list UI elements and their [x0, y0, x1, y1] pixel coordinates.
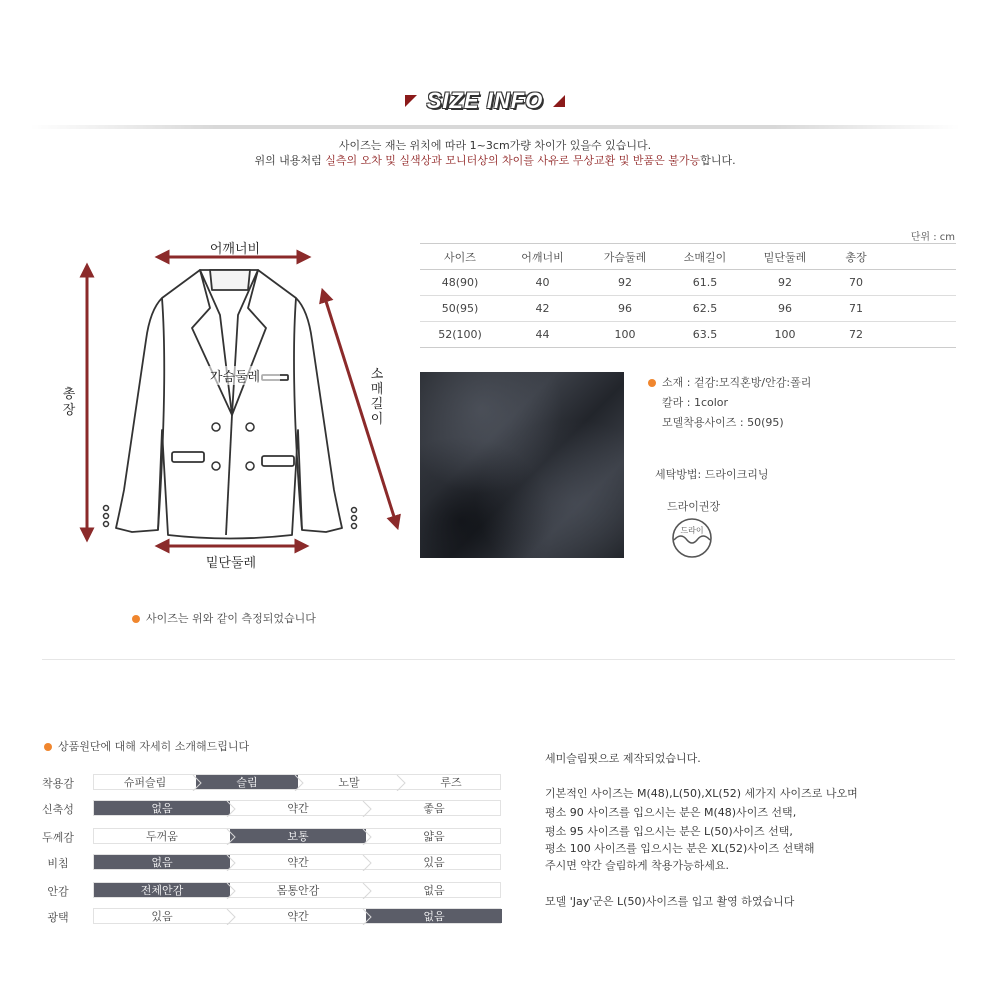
scale-option: 없음 — [151, 802, 173, 815]
bullet-icon — [648, 379, 656, 387]
notice-pre: 위의 내용처럼 — [254, 154, 326, 167]
attribute-label: 안감 — [47, 885, 69, 898]
sleeve-label-char: 길 — [370, 397, 384, 412]
table-cell: 96 — [585, 296, 665, 322]
material-text: 소재 : 겉감:모직혼방/안감:폴리 — [662, 376, 812, 389]
scale-option: 없음 — [151, 856, 173, 869]
left-pocket — [172, 452, 204, 462]
table-cell: 71 — [825, 296, 887, 322]
button-icon — [212, 462, 220, 470]
scale-option: 두꺼움 — [146, 830, 178, 843]
table-cell: 61.5 — [665, 270, 745, 296]
table-cell: 100 — [585, 322, 665, 348]
attribute-label: 두께감 — [42, 831, 74, 844]
attribute-scale — [93, 908, 501, 924]
length-label — [60, 387, 78, 419]
scale-option: 전체안감 — [140, 884, 184, 897]
jacket-diagram — [50, 230, 410, 580]
cuff-button-icon — [352, 524, 357, 529]
scale-option: 약간 — [287, 856, 309, 869]
table-cell: 62.5 — [665, 296, 745, 322]
table-cell: 96 — [745, 296, 825, 322]
table-row — [420, 270, 956, 296]
dry-clean-icon — [669, 518, 715, 558]
cuff-button-icon — [352, 508, 357, 513]
sleeve-label-char: 이 — [370, 412, 384, 427]
scale-option: 약간 — [287, 910, 309, 923]
scale-option: 슬림 — [236, 776, 258, 789]
notice-red: 실측의 오차 및 실색상과 모니터상의 차이를 사유로 무상교환 및 반품은 불가능 — [325, 154, 701, 167]
table-cell: 52(100) — [420, 322, 500, 348]
dry-icon-text: 드라이 — [680, 526, 704, 535]
cuff-button-icon — [104, 514, 109, 519]
notice-line-1: 사이즈는 재는 위치에 따라 1~3cm가량 차이가 있을수 있습니다. — [338, 139, 652, 152]
scale-option: 있음 — [423, 856, 445, 869]
shoulder-label: 어깨너비 — [209, 242, 261, 257]
table-cell: 40 — [500, 270, 585, 296]
table-row — [420, 296, 956, 322]
table-cell: 42 — [500, 296, 585, 322]
size-table — [420, 243, 956, 348]
button-icon — [212, 423, 220, 431]
attribute-label: 비침 — [47, 857, 69, 870]
length-label-char: 장 — [62, 403, 76, 418]
length-label-char: 총 — [62, 387, 76, 402]
table-cell: 72 — [825, 322, 887, 348]
header-divider — [30, 125, 960, 129]
table-row — [420, 322, 956, 348]
desc-line: 세미슬림핏으로 제작되었습니다. — [545, 752, 701, 765]
sleeve-label-char: 소 — [370, 367, 384, 382]
header-cell: 소매길이 — [665, 244, 745, 270]
header-cell: 총장 — [825, 244, 887, 270]
attribute-scale — [93, 800, 501, 816]
desc-line: 평소 90 사이즈를 입으시는 분은 M(48)사이즈 선택, — [545, 806, 797, 819]
sleeve-label-char: 매 — [370, 382, 384, 397]
table-cell: 50(95) — [420, 296, 500, 322]
attribute-scale — [93, 854, 501, 870]
scale-option: 보통 — [287, 830, 309, 843]
table-cell: 48(90) — [420, 270, 500, 296]
wash-method: 세탁방법: 드라이크리닝 — [655, 468, 769, 481]
desc-line: 평소 100 사이즈를 입으시는 분은 XL(52)사이즈 선택해 — [545, 842, 815, 855]
color-info: 칼라 : 1color — [662, 396, 729, 409]
table-cell-empty — [887, 296, 956, 322]
cuff-button-icon — [104, 522, 109, 527]
scale-option: 있음 — [151, 910, 173, 923]
fabric-swatch-image — [420, 372, 624, 558]
scale-option: 루즈 — [440, 776, 462, 789]
title-text: SIZE INFO — [426, 88, 544, 113]
sleeve-label — [368, 367, 386, 427]
dry-recommend-label: 드라이권장 — [667, 500, 721, 513]
material-info — [648, 374, 811, 390]
cuff-button-icon — [104, 506, 109, 511]
scale-option: 없음 — [423, 910, 445, 923]
scale-option: 약간 — [287, 802, 309, 815]
attribute-label: 광택 — [47, 911, 69, 924]
attribute-scale — [93, 882, 501, 898]
desc-line: 주시면 약간 슬림하게 착용가능하세요. — [545, 859, 730, 872]
size-info-title — [375, 88, 595, 114]
diagram-caption-text: 사이즈는 위와 같이 측정되었습니다 — [146, 612, 316, 625]
scale-option: 노말 — [338, 776, 360, 789]
table-cell: 92 — [745, 270, 825, 296]
table-cell-empty — [887, 322, 956, 348]
desc-line: 평소 95 사이즈를 입으시는 분은 L(50)사이즈 선택, — [545, 825, 793, 838]
header-cell: 가슴둘레 — [585, 244, 665, 270]
cuff-button-icon — [352, 516, 357, 521]
table-cell-empty — [887, 270, 956, 296]
scale-option: 몸통안감 — [276, 884, 320, 897]
button-icon — [246, 462, 254, 470]
scale-option: 없음 — [423, 884, 445, 897]
attribute-scale — [93, 774, 501, 790]
desc-line: 모델 'Jay'군은 L(50)사이즈를 입고 촬영 하였습니다 — [545, 895, 795, 908]
table-cell: 44 — [500, 322, 585, 348]
header-cell-empty — [887, 244, 956, 270]
attribute-label: 신축성 — [42, 803, 74, 816]
header-cell: 어깨너비 — [500, 244, 585, 270]
hem-label: 밑단둘레 — [205, 556, 257, 571]
fabric-heading — [44, 738, 249, 754]
button-icon — [246, 423, 254, 431]
unit-label: 단위 : cm — [910, 232, 955, 243]
table-cell: 63.5 — [665, 322, 745, 348]
table-cell: 100 — [745, 322, 825, 348]
diagram-caption — [132, 610, 316, 626]
collar-back — [210, 270, 250, 290]
table-cell: 92 — [585, 270, 665, 296]
scale-option: 좋음 — [423, 802, 445, 815]
section-divider — [42, 659, 955, 660]
attribute-label: 착용감 — [42, 777, 74, 790]
bullet-icon — [132, 615, 140, 623]
notice-post: 합니다. — [700, 154, 736, 167]
chest-label: 가슴둘레 — [190, 366, 280, 385]
attribute-scale — [93, 828, 501, 844]
header-cell: 밑단둘레 — [745, 244, 825, 270]
triangle-left-icon — [405, 95, 417, 107]
desc-line: 기본적인 사이즈는 M(48),L(50),XL(52) 세가지 사이즈로 나오며 — [545, 787, 858, 800]
scale-option: 얇음 — [423, 830, 445, 843]
notice-line-2 — [0, 152, 990, 168]
right-pocket — [262, 456, 294, 466]
table-cell: 70 — [825, 270, 887, 296]
triangle-right-icon — [553, 95, 565, 107]
size-table-header — [420, 244, 956, 270]
scale-option: 슈퍼슬림 — [123, 776, 167, 789]
header-cell: 사이즈 — [420, 244, 500, 270]
fabric-heading-text: 상품원단에 대해 자세히 소개해드립니다 — [58, 740, 250, 753]
model-size-info: 모델착용사이즈 : 50(95) — [662, 416, 784, 429]
bullet-icon — [44, 743, 52, 751]
